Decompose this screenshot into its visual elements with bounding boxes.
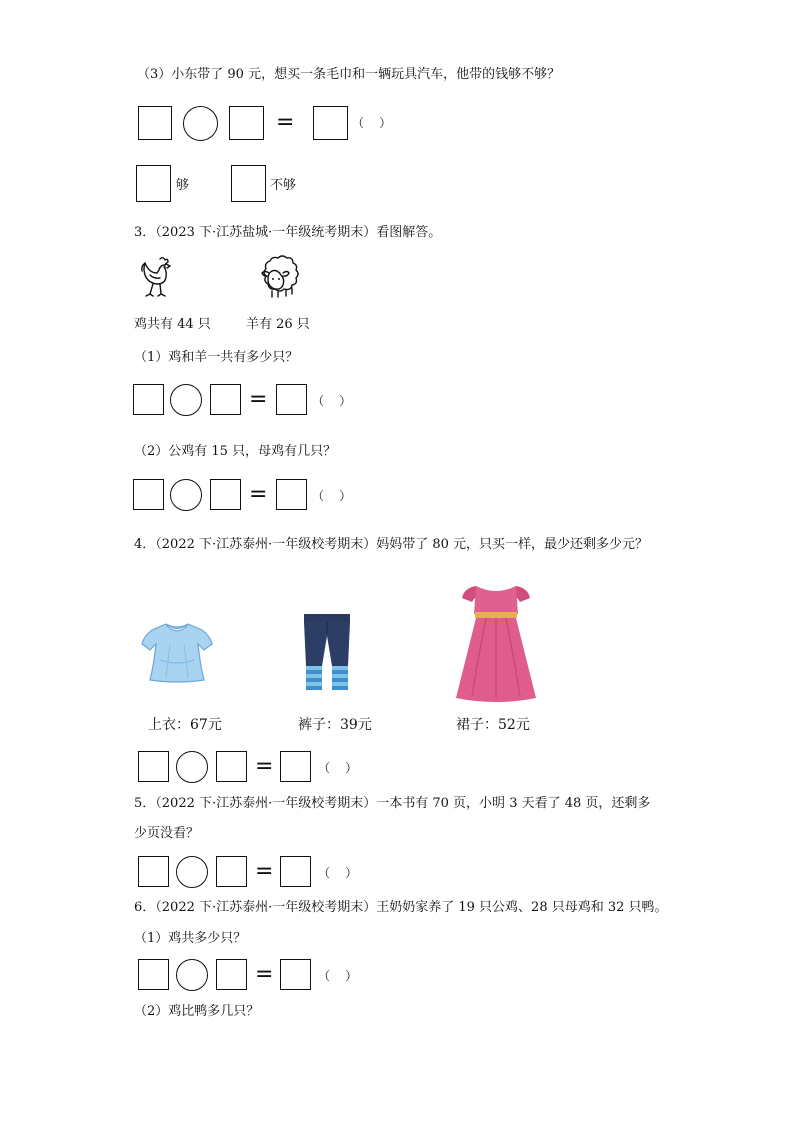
- dress-icon: [452, 578, 540, 706]
- result-box[interactable]: [280, 959, 311, 990]
- question-text: （3）小东带了 90 元，想买一条毛巾和一辆玩具汽车，他带的钱够不够？: [137, 67, 561, 82]
- equals-sign: =: [255, 754, 274, 779]
- unit-parentheses: （ ）: [312, 489, 352, 503]
- unit-parentheses: （ ）: [318, 969, 358, 983]
- result-box[interactable]: [276, 479, 307, 510]
- choice-label-enough: 够: [176, 178, 190, 193]
- answer-box[interactable]: [210, 479, 241, 510]
- equation-row: [0, 751, 794, 785]
- unit-parentheses: （ ）: [352, 116, 392, 130]
- question-text: 3．（2023 下·江苏盐城·一年级统考期末）看图解答。: [134, 225, 442, 240]
- answer-box[interactable]: [133, 479, 164, 510]
- unit-parentheses: （ ）: [318, 761, 358, 775]
- rooster-icon: [138, 255, 182, 299]
- answer-box[interactable]: [229, 106, 264, 140]
- equals-sign: =: [249, 387, 268, 412]
- sub-question: （2）公鸡有 15 只，母鸡有几只？: [134, 444, 337, 459]
- unit-parentheses: （ ）: [312, 394, 352, 408]
- sub-question: （1）鸡和羊一共有多少只？: [134, 350, 299, 365]
- answer-box[interactable]: [133, 384, 164, 415]
- equation-row: [0, 856, 794, 890]
- dress-price-label: 裙子：52元: [456, 717, 530, 733]
- equals-sign: =: [276, 110, 295, 135]
- question-text-continued: 少页没看？: [134, 826, 200, 841]
- answer-box[interactable]: [138, 856, 169, 887]
- sub-question: （2）鸡比鸭多几只？: [134, 1004, 260, 1019]
- equals-sign: =: [249, 482, 268, 507]
- answer-box[interactable]: [138, 959, 169, 990]
- sub-question: （1）鸡共多少只？: [134, 931, 247, 946]
- equation-row: [0, 384, 794, 418]
- question-text: 6．（2022 下·江苏泰州·一年级校考期末）王奶奶家养了 19 只公鸡、28 只母鸡和 32 只鸭。: [134, 900, 668, 915]
- question-text: 4．（2022 下·江苏泰州·一年级校考期末）妈妈带了 80 元，只买一样，最少还剩多少元？: [134, 537, 649, 552]
- answer-box[interactable]: [216, 856, 247, 887]
- equation-row: [0, 479, 794, 513]
- equals-sign: =: [255, 859, 274, 884]
- equals-sign: =: [255, 962, 274, 987]
- answer-box[interactable]: [210, 384, 241, 415]
- pants-icon: [298, 612, 356, 692]
- operator-circle[interactable]: [176, 856, 208, 888]
- blouse-icon: [140, 620, 214, 684]
- sheep-icon: [256, 255, 304, 301]
- question-text: 5．（2022 下·江苏泰州·一年级校考期末）一本书有 70 页，小明 3 天看了 48 页，还剩多: [134, 796, 651, 811]
- result-box[interactable]: [276, 384, 307, 415]
- result-box[interactable]: [280, 751, 311, 782]
- equation-row: [0, 959, 794, 993]
- answer-box[interactable]: [138, 106, 172, 140]
- operator-circle[interactable]: [176, 959, 208, 991]
- operator-circle[interactable]: [170, 479, 202, 511]
- chicken-label: 鸡共有 44 只: [134, 317, 211, 332]
- pants-price-label: 裤子：39元: [298, 717, 372, 733]
- check-box-not-enough[interactable]: [231, 165, 266, 202]
- unit-parentheses: （ ）: [318, 866, 358, 880]
- operator-circle[interactable]: [170, 384, 202, 416]
- choice-label-not-enough: 不够: [270, 178, 297, 193]
- answer-box[interactable]: [138, 751, 169, 782]
- shirt-price-label: 上衣：67元: [148, 717, 222, 733]
- check-box-enough[interactable]: [136, 165, 171, 202]
- operator-circle[interactable]: [183, 106, 218, 141]
- result-box[interactable]: [280, 856, 311, 887]
- operator-circle[interactable]: [176, 751, 208, 783]
- choice-row: [0, 165, 794, 199]
- answer-box[interactable]: [216, 751, 247, 782]
- result-box[interactable]: [313, 106, 348, 140]
- sheep-label: 羊有 26 只: [246, 317, 310, 332]
- equation-row: [0, 106, 794, 140]
- answer-box[interactable]: [216, 959, 247, 990]
